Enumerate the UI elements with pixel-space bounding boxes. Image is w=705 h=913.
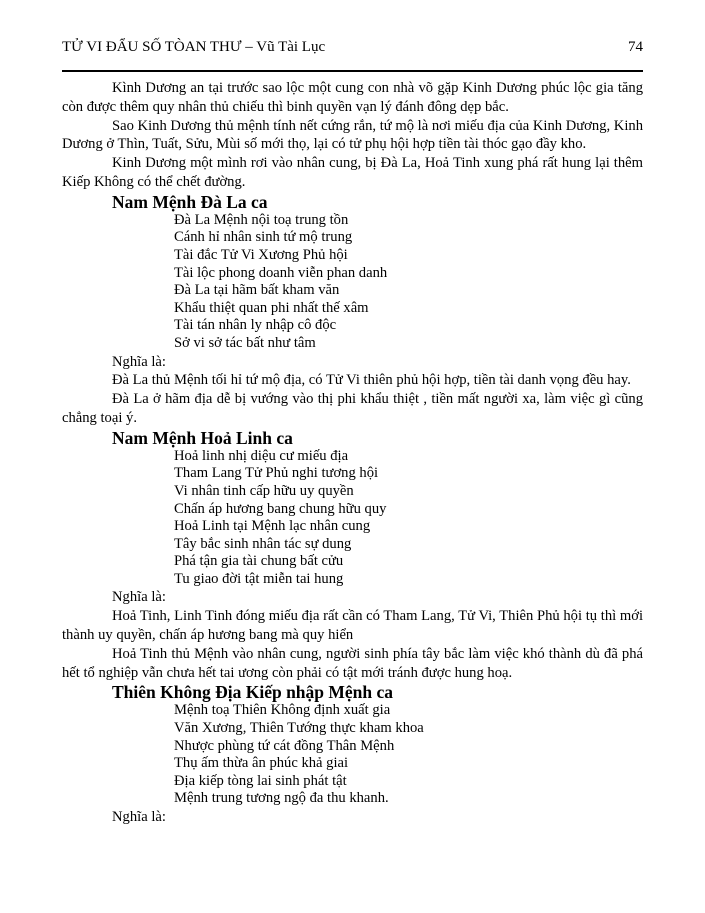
verse-line: Vi nhân tinh cấp hữu uy quyền bbox=[174, 482, 354, 499]
meaning-label: Nghĩa là: bbox=[112, 589, 166, 606]
verse-line: Mệnh toạ Thiên Không định xuất gia bbox=[174, 702, 391, 719]
verse-line: Tây bắc sinh nhân tác sự dung bbox=[174, 535, 352, 552]
verse-line: Phá tận gia tài chung bất cửu bbox=[174, 553, 344, 570]
verse-line: Tu giao đời tật miễn tai hung bbox=[174, 570, 344, 587]
verse-line: Chấn áp hương bang chung hữu quy bbox=[174, 500, 387, 517]
paragraph: Kinh Dương một mình rơi vào nhân cung, bị Đà La, Hoả Tinh xung phá rất hung lại thêm Kiếp Không có thể chết đường. bbox=[62, 155, 643, 190]
verse-line: Sở vi sở tác bất như tâm bbox=[174, 334, 316, 351]
verse-line: Tham Lang Tử Phủ nghi tương hội bbox=[174, 465, 379, 482]
paragraph: Hoả Tinh thủ Mệnh vào nhân cung, người sinh phía tây bắc làm việc khó thành dù đã phá hết tổ nghiệp vẫn chưa hết tai ương còn phải có tật mới tránh được hung hoạ. bbox=[62, 645, 643, 681]
meaning-label: Nghĩa là: bbox=[112, 809, 166, 826]
book-title: TỬ VI ĐẨU SỐ TÒAN THƯ – Vũ Tài Lục bbox=[62, 39, 326, 55]
verse-line: Hoả linh nhị diệu cư miếu địa bbox=[174, 447, 349, 464]
section-heading: Thiên Không Địa Kiếp nhập Mệnh ca bbox=[112, 682, 394, 703]
paragraph: Đà La thủ Mệnh tối hỉ tứ mộ địa, có Tử Vi thiên phủ hội hợp, tiền tài danh vọng đều hay. bbox=[112, 372, 631, 389]
page-header bbox=[62, 0, 643, 56]
verse-line: Khẩu thiệt quan phi nhất thế xâm bbox=[174, 299, 369, 316]
page-number: 74 bbox=[628, 39, 643, 55]
paragraph: Đà La ở hãm địa dễ bị vướng vào thị phi khẩu thiệt , tiền mất người xa, làm việc gì cũng chẳng toại ý. bbox=[62, 391, 643, 426]
section-heading: Nam Mệnh Hoả Linh ca bbox=[112, 427, 293, 448]
verse-line: Mệnh trung tương ngộ đa thu khanh. bbox=[174, 790, 389, 807]
verse-line: Hoả Linh tại Mệnh lạc nhân cung bbox=[174, 518, 371, 535]
paragraph: Sao Kinh Dương thủ mệnh tính nết cứng rắn, tứ mộ là nơi miếu địa của Kinh Dương, Kinh Dương ở Thìn, Tuất, Sửu, Mùi số mới thọ, lại có tử phụ hội hợp tiền tài thóc gạo đầy kho. bbox=[62, 117, 643, 153]
document-content bbox=[62, 72, 643, 827]
section-heading: Nam Mệnh Đà La ca bbox=[112, 191, 268, 212]
paragraph: Kình Dương an tại trước sao lộc một cung con nhà võ gặp Kinh Dương phúc lộc gia tăng còn được thêm quy nhân thủ chiếu thì binh quyền vạn lý đánh đông dẹp bắc. bbox=[62, 80, 643, 115]
verse-line: Tài đắc Tử Vi Xương Phủ hội bbox=[174, 246, 348, 263]
meaning-label: Nghĩa là: bbox=[112, 353, 166, 370]
verse-line: Đà La tại hãm bất kham văn bbox=[174, 282, 340, 299]
verse-line: Địa kiếp tòng lai sinh phát tật bbox=[174, 772, 347, 789]
verse-line: Tài lộc phong doanh viễn phan danh bbox=[174, 264, 388, 281]
verse-line: Văn Xương, Thiên Tướng thực kham khoa bbox=[174, 720, 424, 737]
paragraph: Hoả Tinh, Linh Tinh đóng miếu địa rất cần có Tham Lang, Tử Vi, Thiên Phủ hội tụ thì mới thành uy quyền, chấn áp hương bang mà quy hiển bbox=[62, 608, 643, 644]
verse-line: Tài tán nhân ly nhập cô độc bbox=[174, 317, 337, 334]
verse-line: Nhược phùng tứ cát đồng Thân Mệnh bbox=[174, 737, 395, 754]
verse-line: Thụ ấm thừa ân phúc khả giai bbox=[174, 755, 349, 772]
verse-line: Đà La Mệnh nội toạ trung tồn bbox=[174, 211, 349, 228]
verse-line: Cánh hỉ nhân sinh tứ mộ trung bbox=[174, 229, 353, 246]
